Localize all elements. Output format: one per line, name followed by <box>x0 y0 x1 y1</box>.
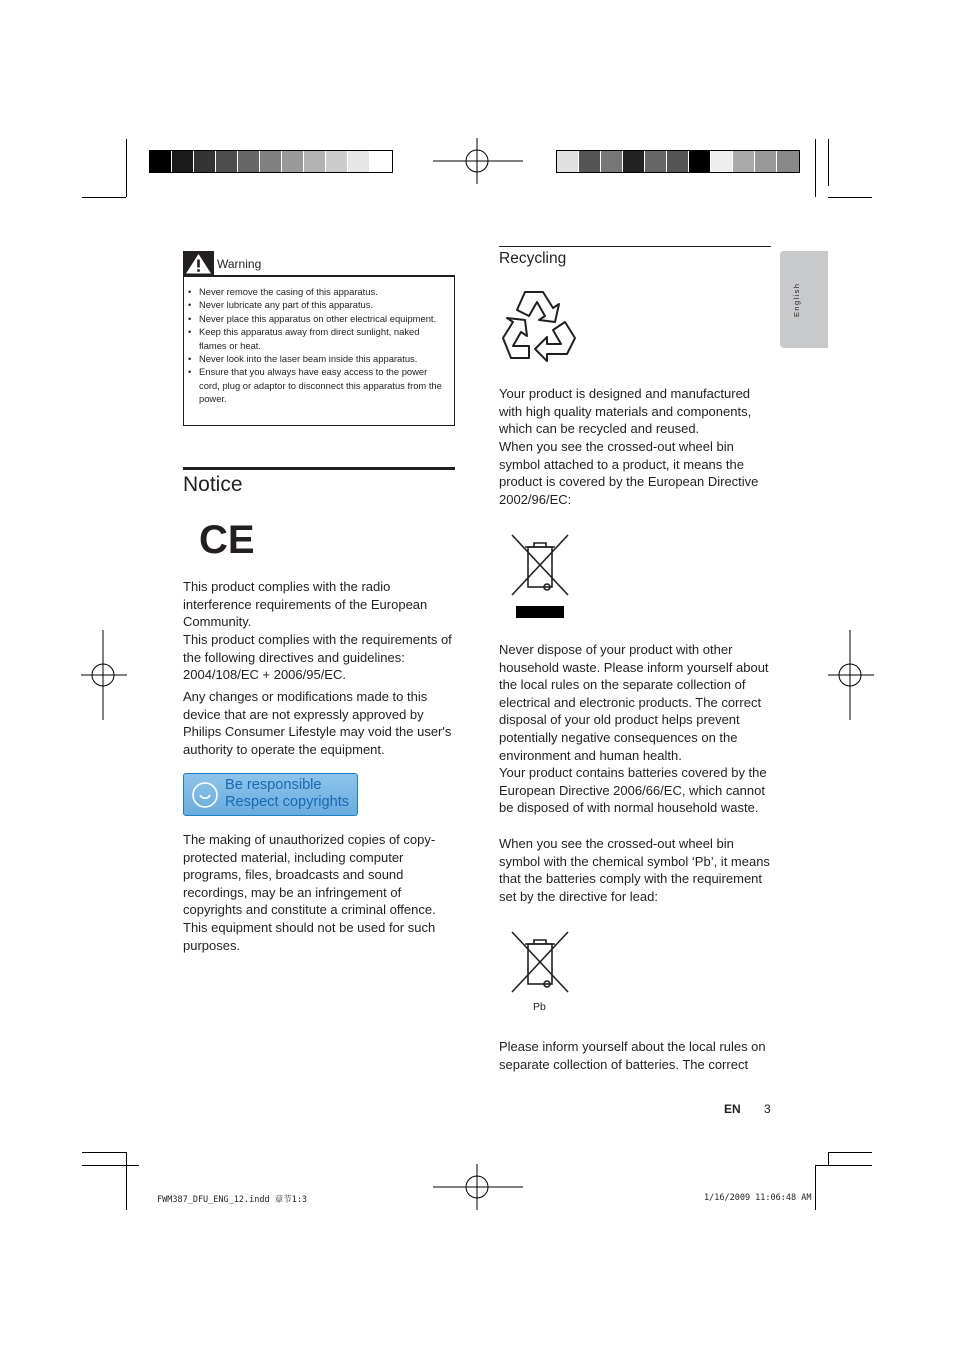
registration-mark-left <box>81 630 127 720</box>
ce-mark-text: CE <box>199 518 255 562</box>
warning-item: • Never remove the casing of this apparatus. <box>199 285 448 298</box>
notice-paragraph-1: This product complies with the radio interference requirements of the European Community. <box>183 579 428 630</box>
slug-date: 1/16/2009 11:06:48 AM <box>704 1193 812 1203</box>
notice-paragraph-2: This product complies with the requirements of the following directives and guidelines: 2004/108/EC + 2006/95/EC. <box>183 632 452 683</box>
recycling-paragraph-2: When you see the crossed-out wheel bin symbol attached to a product, it means the product is covered by the European Directive 2002/96/EC: <box>499 439 759 507</box>
warning-box <box>183 276 455 426</box>
warning-item: • Keep this apparatus away from direct sunlight, naked flames or heat. <box>199 325 448 352</box>
warning-item: • Never place this apparatus on other electrical equipment. <box>199 312 448 325</box>
slug-file: FWM387_DFU_ENG_12.indd 章节1:3 <box>157 1195 308 1205</box>
notice-paragraph-3: Any changes or modifications made to this device that are not expressly approved by Philips Consumer Lifestyle may void the user's authority to operate the equipment. <box>183 689 452 757</box>
recycling-paragraph-3: Never dispose of your product with other household waste. Please inform yourself about the local rules on the separate collection of electrical and electronic products. The correct disposal of your old product helps prevent potentially negative consequences on the environment and human health. <box>499 642 769 763</box>
recycling-paragraph-6: Please inform yourself about the local rules on separate collection of batteries. The correct <box>499 1039 766 1072</box>
warning-title: Warning <box>217 257 262 271</box>
recycling-paragraph-5: When you see the crossed-out wheel bin symbol with the chemical symbol ‘Pb’, it means that the batteries comply with the requirement set by the directive for lead: <box>499 836 770 904</box>
registration-mark-right <box>828 630 874 720</box>
gray-bar-right <box>556 150 800 173</box>
ce-mark-icon <box>199 518 255 562</box>
recycling-heading: Recycling <box>499 250 567 267</box>
crossed-bin-pb-icon <box>510 930 570 994</box>
warning-item: • Never look into the laser beam inside this apparatus. <box>199 352 448 365</box>
badge-line-2: Respect copyrights <box>225 794 350 810</box>
language-tab <box>780 251 828 348</box>
registration-mark-top <box>433 138 523 184</box>
warning-item: • Never lubricate any part of this apparatus. <box>199 298 448 311</box>
crossed-bin-icon <box>510 533 570 621</box>
copyright-badge <box>183 773 358 816</box>
notice-rule <box>183 467 455 470</box>
footer-language: EN <box>724 1102 741 1116</box>
pb-label: Pb <box>533 1001 546 1013</box>
gray-bar-left <box>149 150 393 173</box>
badge-line-1: Be responsible <box>225 777 322 793</box>
language-tab-label: English <box>792 282 801 317</box>
warning-item: • Ensure that you always have easy access to the power cord, plug or adaptor to disconnect this apparatus from the power. <box>199 365 448 405</box>
copyright-circle-icon <box>191 781 219 809</box>
notice-paragraph-4: The making of unauthorized copies of copy-protected material, including computer programs, files, broadcasts and sound recordings, may be an infringement of copyrights and constitute a criminal offence. This equipment should not be used for such purposes. <box>183 832 436 953</box>
recycling-rule <box>499 246 771 247</box>
warning-triangle-icon <box>183 251 214 276</box>
recycling-paragraph-4: Your product contains batteries covered by the European Directive 2006/66/EC, which cannot be disposed of with normal household waste. <box>499 765 767 816</box>
recycle-icon <box>499 288 579 372</box>
badge-label <box>225 777 349 811</box>
page-number: 3 <box>764 1102 771 1116</box>
notice-heading: Notice <box>183 473 243 496</box>
recycling-paragraph-1: Your product is designed and manufactured with high quality materials and components, which can be recycled and reused. <box>499 386 752 437</box>
warning-list <box>184 277 454 406</box>
registration-mark-bottom <box>433 1164 523 1210</box>
